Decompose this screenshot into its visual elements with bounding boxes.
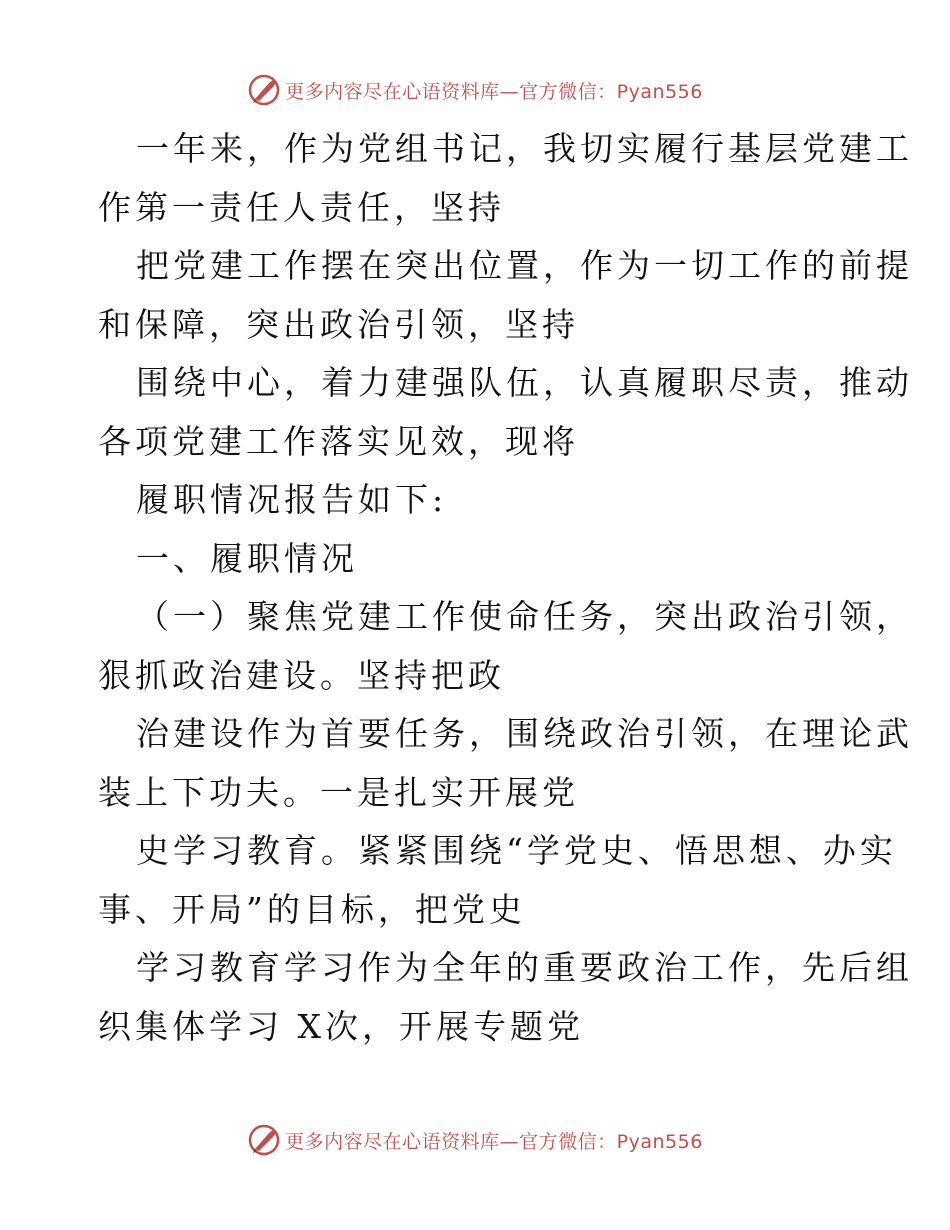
- watermark-text: 更多内容尽在心语资料库—官方微信：Pyan556: [285, 80, 703, 103]
- text-line: 作第一责任人责任，坚持: [98, 187, 505, 227]
- text-line: 围绕中心，着力建强队伍，认真履职尽责，推动: [136, 363, 913, 402]
- text-line: 织集体学习 X次，开展专题党: [98, 1006, 584, 1046]
- header-watermark: [0, 70, 950, 110]
- text-line: 把党建工作摆在突出位置，作为一切工作的前提: [136, 246, 913, 285]
- quill-pen-logo-icon: [247, 1123, 281, 1157]
- quill-pen-logo-icon: [247, 73, 281, 107]
- text-line: 史学习教育。紧紧围绕“学党史、悟思想、办实: [136, 831, 897, 870]
- text-line: 和保障，突出政治引领，坚持: [98, 304, 579, 344]
- footer-watermark: [0, 1120, 950, 1160]
- text-line: （一）聚焦党建工作使命任务，突出政治引领，: [136, 597, 913, 636]
- document-body: [98, 120, 913, 1056]
- watermark-text: 更多内容尽在心语资料库—官方微信：Pyan556: [285, 1130, 703, 1153]
- text-line: 各项党建工作落实见效，现将: [98, 421, 579, 461]
- text-line: 履职情况报告如下:: [136, 480, 448, 519]
- text-line: 学习教育学习作为全年的重要政治工作，先后组: [136, 948, 913, 987]
- text-line: 狠抓政治建设。坚持把政: [98, 655, 505, 695]
- section-heading: 一、履职情况: [136, 538, 358, 578]
- text-line: 治建设作为首要任务，围绕政治引领，在理论武: [136, 714, 913, 753]
- text-line: 装上下功夫。一是扎实开展党: [98, 772, 579, 812]
- text-line: 事、开局”的目标，把党史: [98, 889, 526, 929]
- text-line: 一年来，作为党组书记，我切实履行基层党建工: [136, 129, 913, 168]
